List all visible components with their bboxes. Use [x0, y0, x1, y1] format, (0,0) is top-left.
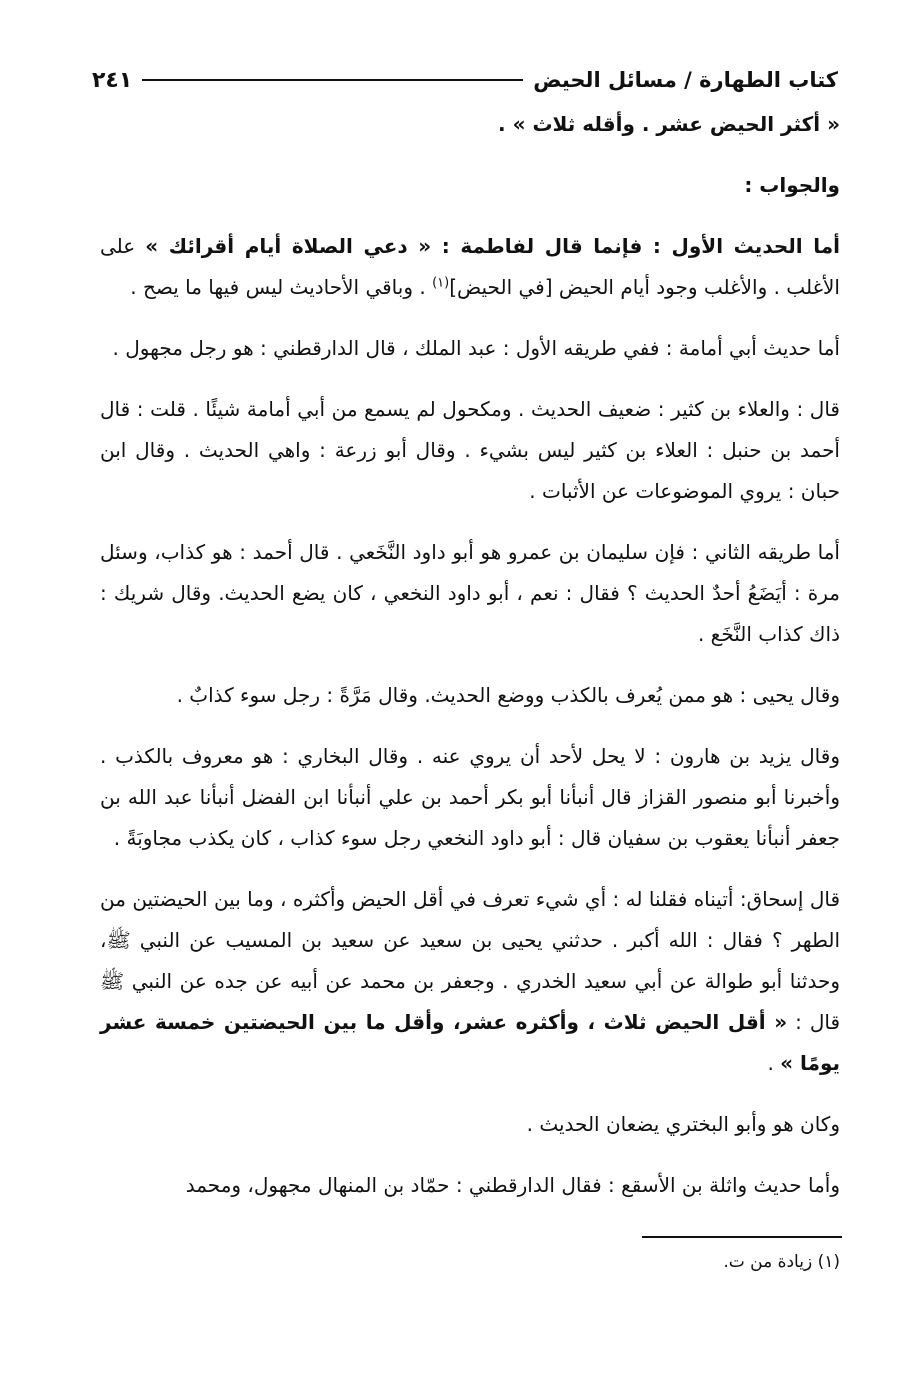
page-number: ٢٤١ — [92, 67, 133, 93]
footnote-separator — [642, 1236, 842, 1238]
paragraph-narrator-criticism: قال : والعلاء بن كثير : ضعيف الحديث . ومكحول لم يسمع من أبي أمامة شيئًا . قلت : قال أحمد بن حنبل : العلاء بن كثير ليس بشيء . وقال أبو زرعة : واهي الحديث . وقال ابن حبان : يروي الموضوعات عن الأثبات . — [100, 397, 840, 503]
paragraph-wathila: وأما حديث واثلة بن الأسقع : فقال الدارقطني : حمّاد بن المنهال مجهول، ومحمد — [185, 1173, 840, 1197]
footnote-reference: (١) — [432, 275, 450, 291]
paragraph-text: على الأغلب . والأغلب وجود أيام الحيض [في الحيض] — [100, 234, 840, 299]
footnote: (١) زيادة من ت. — [723, 1252, 840, 1272]
paragraph-ishaq — [100, 879, 840, 1084]
paragraph-first-hadith — [100, 226, 840, 308]
paragraph-second-route: أما طريقه الثاني : فإن سليمان بن عمرو هو أبو داود النَّخَعي . قال أحمد : هو كذاب، وسئل مرة : أيَضَعُ أحدٌ الحديث ؟ فقال : نعم ، أبو داود النخعي ، كان يضع الحديث. وقال شريك : ذاك كذاب النَّخَع . — [100, 540, 840, 646]
paragraph-yahya: وقال يحيى : هو ممن يُعرف بالكذب ووضع الحديث. وقال مَرَّةً : رجل سوء كذابٌ . — [176, 683, 840, 707]
paragraph-lead: أما الحديث الأول : فإنما قال لفاطمة : — [431, 234, 840, 258]
header-rule — [142, 79, 523, 81]
paragraph-tail: . — [767, 1051, 781, 1075]
paragraph-fabricators: وكان هو وأبو البختري يضعان الحديث . — [526, 1112, 840, 1136]
paragraph-yazid: وقال يزيد بن هارون : لا يحل لأحد أن يروي عنه . وقال البخاري : هو معروف بالكذب . وأخبرنا أبو منصور القزاز قال أنبأنا أبو بكر أحمد بن علي أنبأنا ابن الفضل أنبأنا عبد الله بن جعفر أنبأنا يعقوب بن سفيان قال : أبو داود النخعي رجل سوء كذاب ، كان يكذب مجاوبَةً . — [100, 744, 840, 850]
paragraph-abu-umama: أما حديث أبي أمامة : ففي طريقه الأول : عبد الملك ، قال الدارقطني : هو رجل مجهول . — [112, 336, 840, 360]
paragraph-tail: . وباقي الأحاديث ليس فيها ما يصح . — [130, 275, 433, 299]
answer-heading: والجواب : — [744, 173, 840, 197]
running-title: كتاب الطهارة / مسائل الحيض — [533, 68, 838, 92]
hadith-quote: « أقل الحيض ثلاث ، وأكثره عشر، وأقل ما بين الحيضتين خمسة عشر يومًا » — [100, 1010, 840, 1075]
hadith-quote: « دعي الصلاة أيام أقرائك » — [145, 234, 432, 258]
page-header — [92, 64, 838, 96]
quoted-hadith-continuation: « أكثر الحيض عشر . وأقله ثلاث » . — [498, 112, 840, 136]
main-text — [100, 104, 840, 1206]
paragraph-lead: قال إسحاق: أتيناه فقلنا له : أي شيء تعرف في أقل الحيض وأكثره ، وما بين الحيضتين من الطهر ؟ فقال : الله أكبر . حدثني يحيى بن سعيد عن سعيد بن المسيب عن النبي ﷺ، وحدثنا أبو طوالة عن أبي سعيد الخدري . وجعفر بن محمد عن أبيه عن جده عن النبي ﷺ قال : — [100, 887, 841, 1034]
